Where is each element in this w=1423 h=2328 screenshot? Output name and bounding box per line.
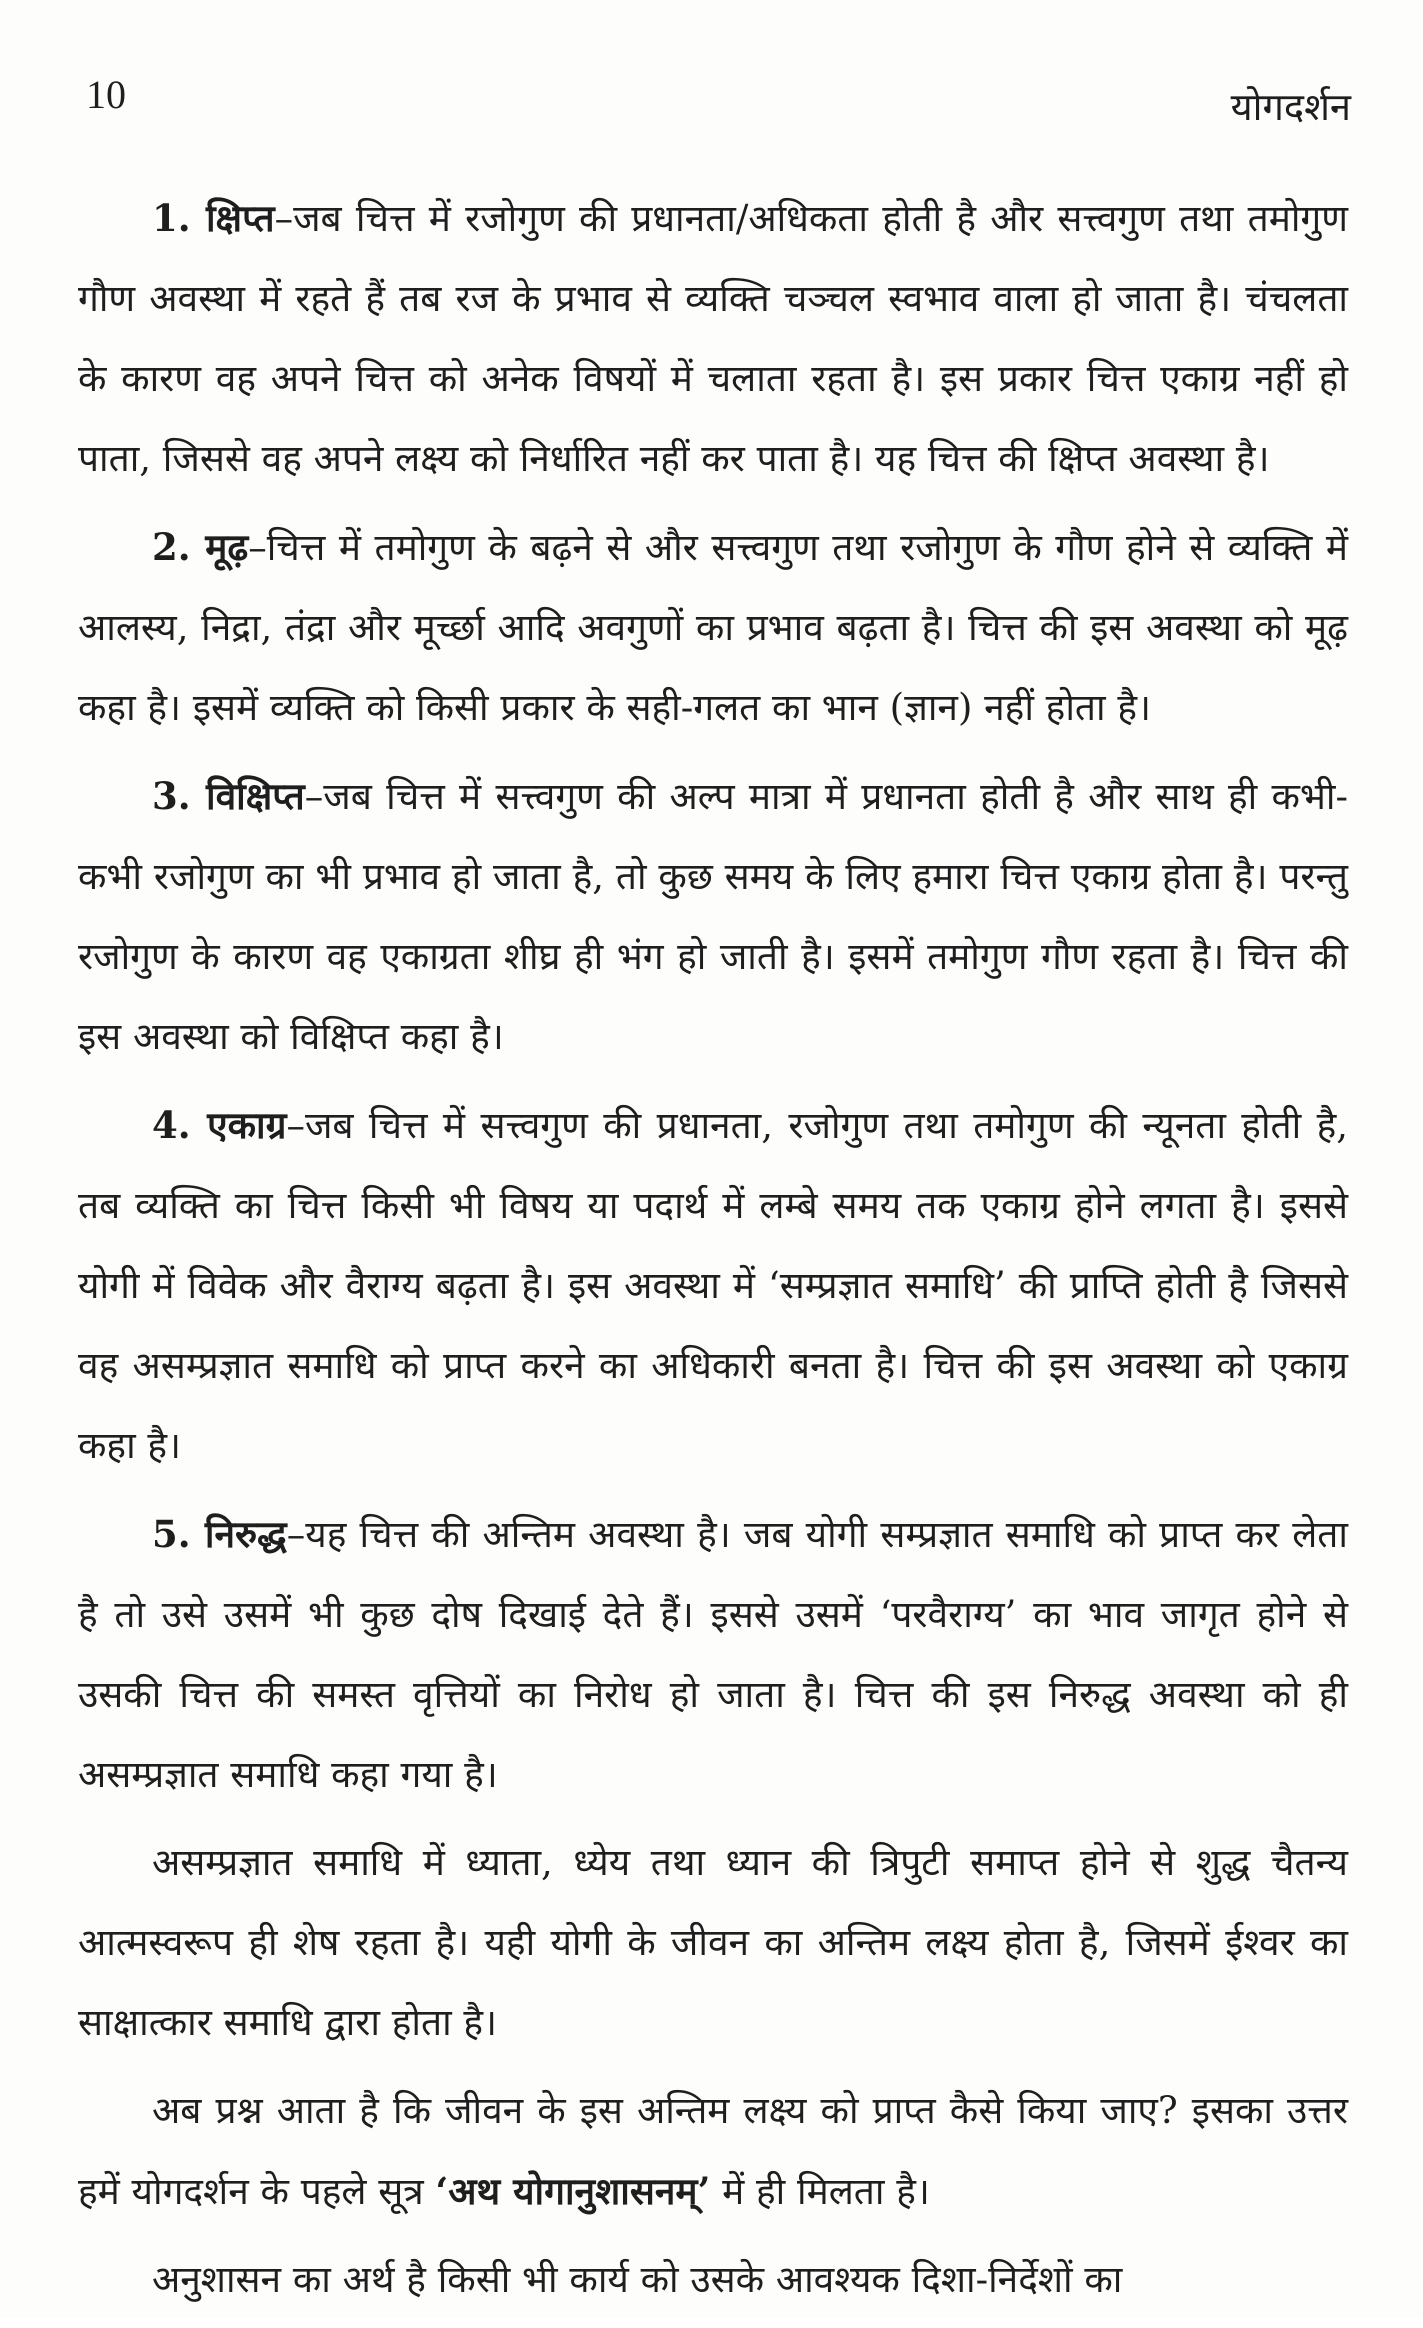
paragraph-text: अब प्रश्न आता है कि जीवन के इस अन्तिम लक्ष्य को प्राप्त कैसे किया जाए? इसका उत्तर हमें योगदर्शन के पहले सूत्र [78, 2089, 1348, 2213]
paragraph-kshipta [78, 178, 1348, 499]
paragraph-text: –जब चित्त में सत्त्वगुण की प्रधानता, रजोगुण तथा तमोगुण की न्यूनता होती है, तब व्यक्ति का चित्त किसी भी विषय या पदार्थ में लम्बे समय तक एकाग्र होने लगता है। इससे योगी में विवेक और वैराग्य बढ़ता है। इस अवस्था में ‘सम्प्रज्ञात समाधि’ की प्राप्ति होती है जिससे वह असम्प्रज्ञात समाधि को प्राप्त करने का अधिकारी बनता है। चित्त की इस अवस्था को एकाग्र कहा है। [78, 1104, 1348, 1467]
paragraph-text: –यह चित्त की अन्तिम अवस्था है। जब योगी सम्प्रज्ञात समाधि को प्राप्त कर लेता है तो उसे उसमें भी कुछ दोष दिखाई देते हैं। इससे उसमें ‘परवैराग्य’ का भाव जागृत होने से उसकी चित्त की समस्त वृत्तियों का निरोध हो जाता है। चित्त की इस निरुद्ध अवस्था को ही असम्प्रज्ञात समाधि कहा गया है। [78, 1513, 1348, 1796]
paragraph-text: अनुशासन का अर्थ है किसी भी कार्य को उसके आवश्यक दिशा-निर्देशों का [152, 2258, 1123, 2301]
paragraph-ekagra [78, 1085, 1348, 1486]
paragraph-vikshipta [78, 756, 1348, 1077]
paragraph-asamprajnata [78, 1823, 1348, 2063]
term-kshipta: 1. क्षिप्त [152, 196, 275, 240]
paragraph-moodha [78, 507, 1348, 748]
paragraph-text: असम्प्रज्ञात समाधि में ध्याता, ध्येय तथा ध्यान की त्रिपुटी समाप्त होने से शुद्ध चैतन्य आत्मस्वरूप ही शेष रहता है। यही योगी के जीवन का अन्तिम लक्ष्य होता है, जिसमें ईश्वर का साक्षात्कार समाधि द्वारा होता है। [78, 1841, 1348, 2044]
paragraph-text: –जब चित्त में सत्त्वगुण की अल्प मात्रा में प्रधानता होती है और साथ ही कभी-कभी रजोगुण का भी प्रभाव हो जाता है, तो कुछ समय के लिए हमारा चित्त एकाग्र होता है। परन्तु रजोगुण के कारण वह एकाग्रता शीघ्र ही भंग हो जाती है। इसमें तमोगुण गौण रहता है। चित्त की इस अवस्था को विक्षिप्त कहा है। [78, 775, 1348, 1058]
sutra-quote: ‘अथ योगानुशासनम्’ [435, 2169, 711, 2213]
paragraph-text: –चित्त में तमोगुण के बढ़ने से और सत्त्वगुण तथा रजोगुण के गौण होने से व्यक्ति में आलस्य, निद्रा, तंद्रा और मूर्च्छा आदि अवगुणों का प्रभाव बढ़ता है। चित्त की इस अवस्था को मूढ़ कहा है। इसमें व्यक्ति को किसी प्रकार के सही-गलत का भान (ज्ञान) नहीं होता है। [78, 526, 1349, 729]
body-text [78, 178, 1348, 2328]
term-moodha: 2. मूढ़ [152, 525, 249, 569]
term-ekagra: 4. एकाग्र [152, 1103, 287, 1147]
page-number: 10 [86, 72, 126, 117]
paragraph-question [78, 2071, 1348, 2232]
term-niruddha: 5. निरुद्ध [152, 1512, 287, 1556]
paragraph-text: में ही मिलता है। [710, 2170, 930, 2213]
paragraph-text: –जब चित्त में रजोगुण की प्रधानता/अधिकता होती है और सत्त्वगुण तथा तमोगुण गौण अवस्था में रहते हैं तब रज के प्रभाव से व्यक्ति चञ्चल स्वभाव वाला हो जाता है। चंचलता के कारण वह अपने चित्त को अनेक विषयों में चलाता रहता है। इस प्रकार चित्त एकाग्र नहीं हो पाता, जिससे वह अपने लक्ष्य को निर्धारित नहीं कर पाता है। यह चित्त की क्षिप्त अवस्था है। [78, 197, 1348, 480]
term-vikshipta: 3. विक्षिप्त [152, 774, 305, 818]
paragraph-niruddha [78, 1494, 1348, 1815]
paragraph-anushasan [78, 2240, 1348, 2320]
running-title: योगदर्शन [1230, 85, 1351, 129]
